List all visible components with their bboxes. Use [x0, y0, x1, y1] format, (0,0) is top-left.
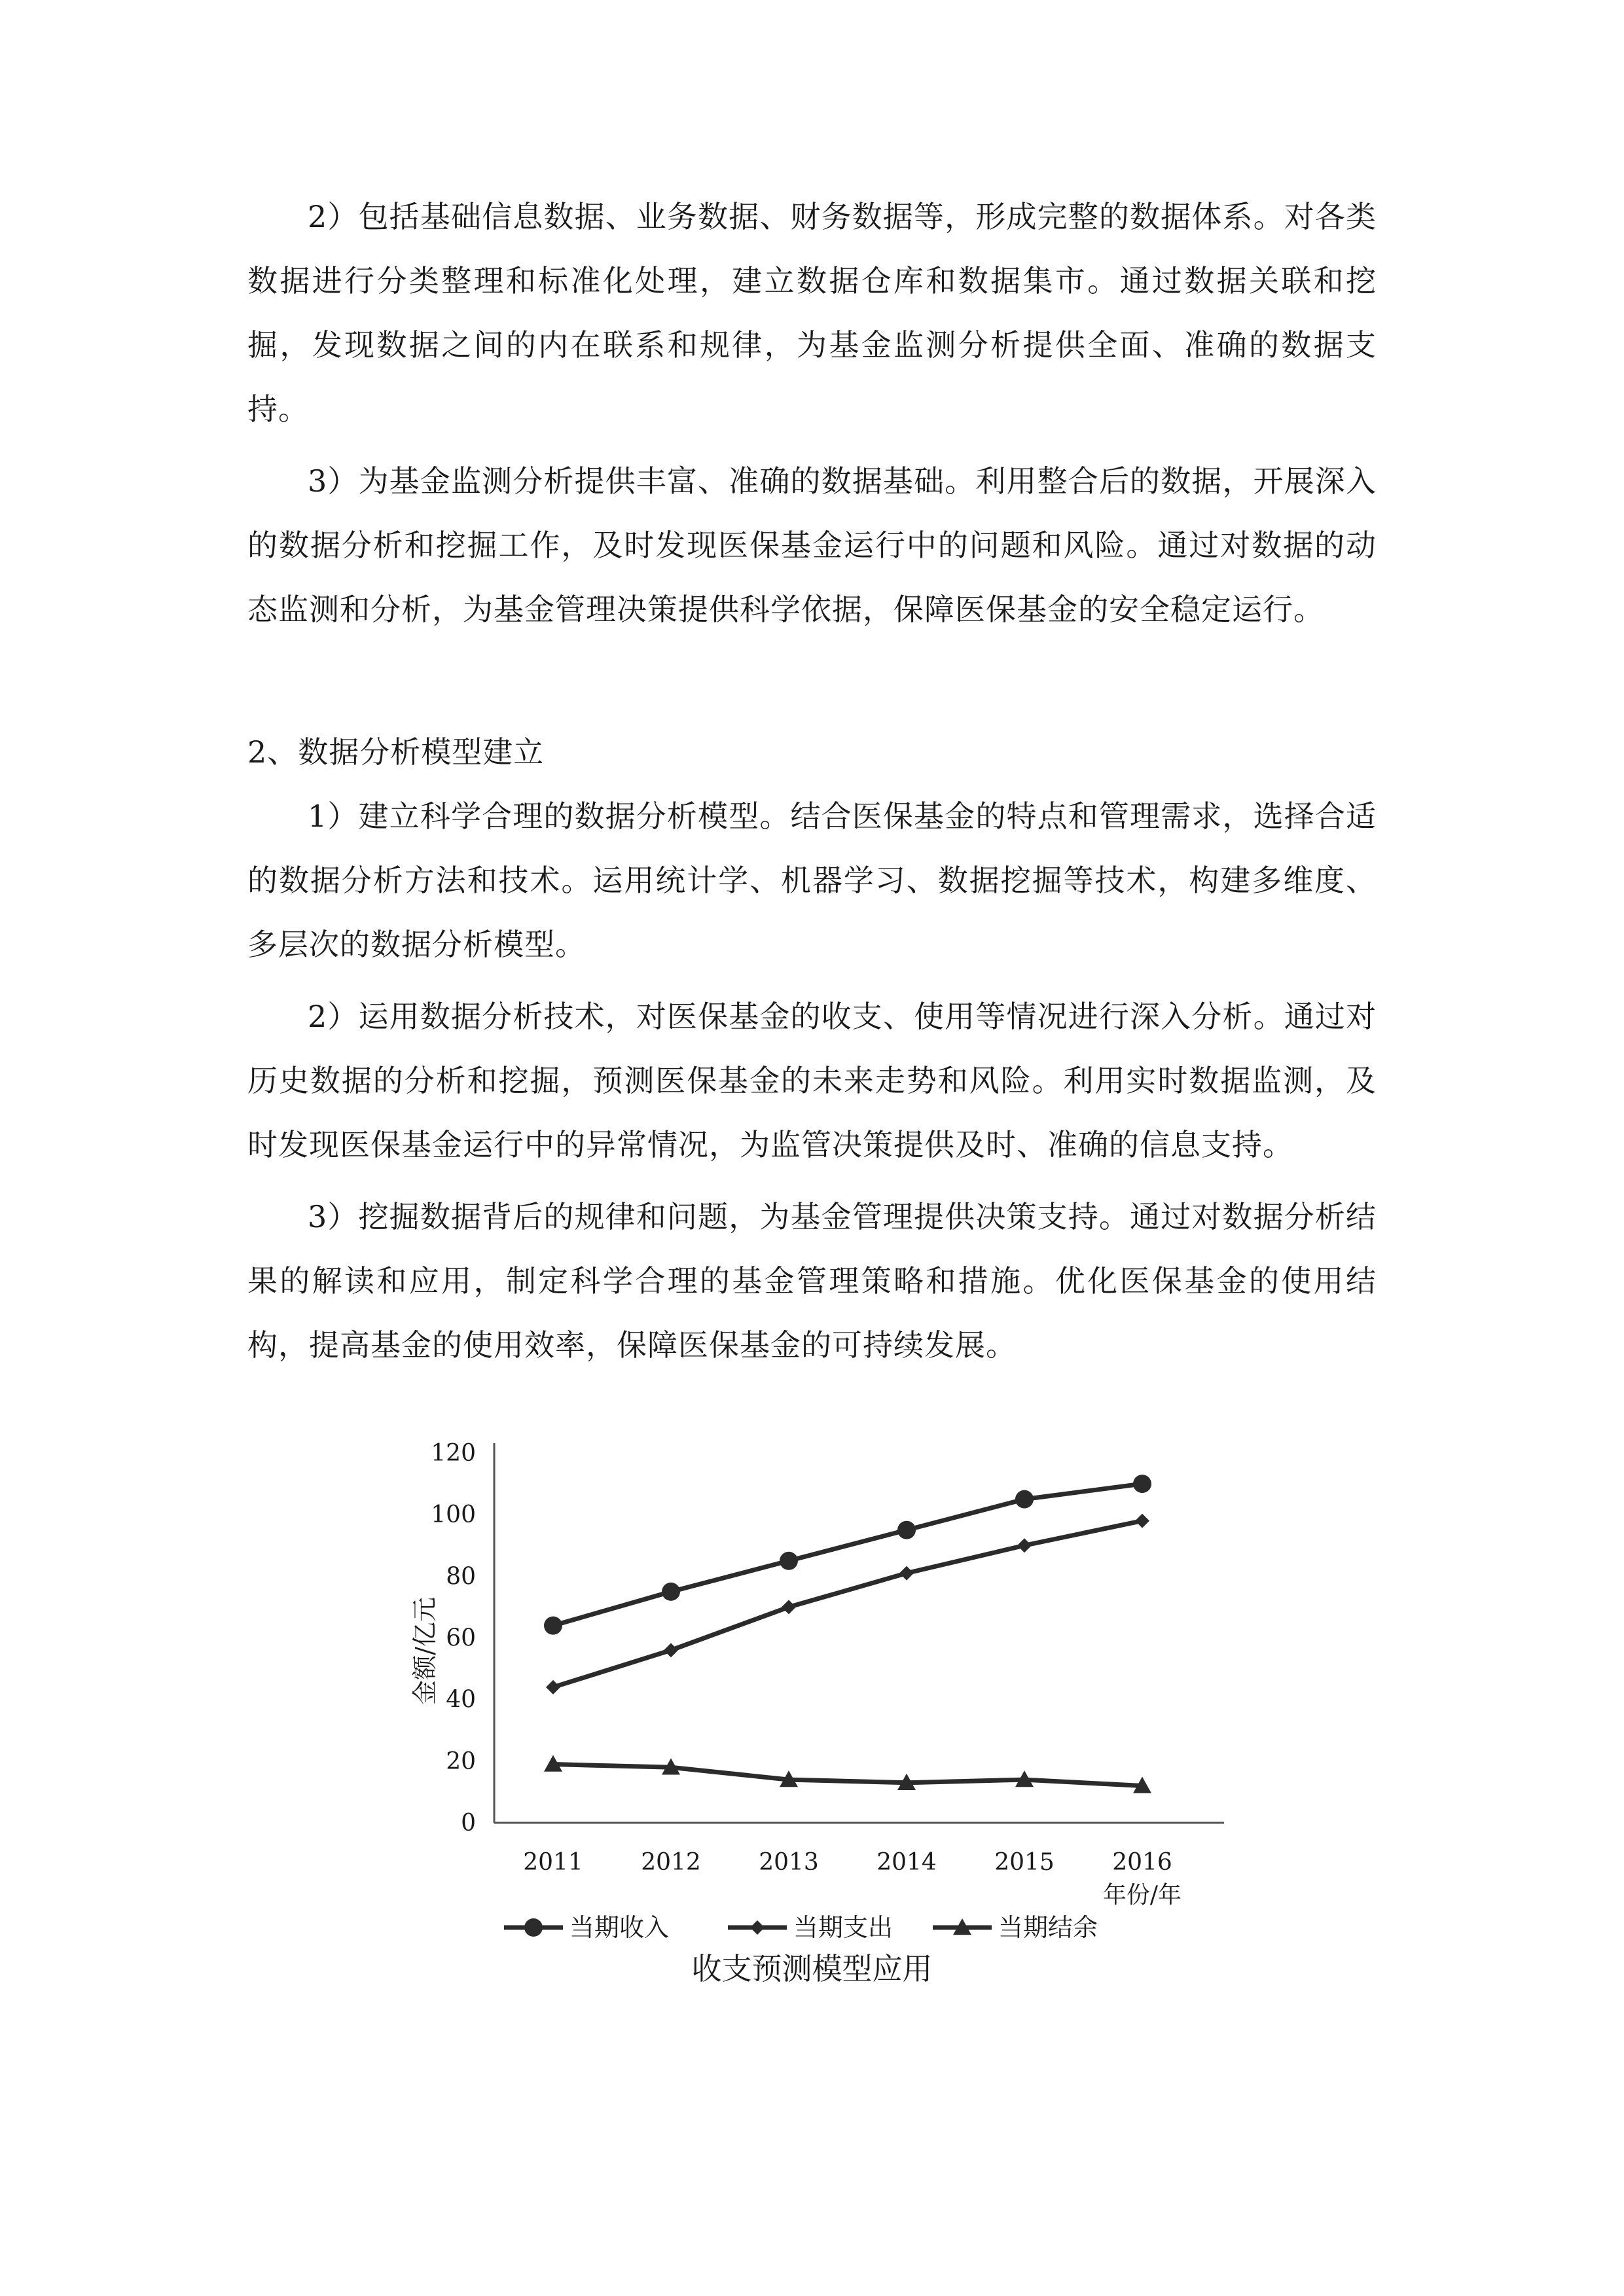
- data-point: [780, 1552, 798, 1570]
- data-point: [899, 1566, 914, 1581]
- data-point: [782, 1600, 796, 1614]
- series-line: [553, 1484, 1142, 1626]
- data-point: [897, 1521, 916, 1539]
- series-line: [553, 1765, 1142, 1786]
- y-tick-label: 120: [431, 1440, 476, 1467]
- legend-label: 当期收入: [569, 1913, 670, 1942]
- legend-label: 当期结余: [998, 1913, 1098, 1942]
- data-point: [1133, 1475, 1151, 1493]
- series-3: [544, 1755, 1151, 1793]
- x-tick-label: 2011: [523, 1849, 583, 1876]
- paragraph: 1）建立科学合理的数据分析模型。结合医保基金的特点和管理需求，选择合适的数据分析方法和技术。运用统计学、机器学习、数据挖掘等技术，构建多维度、多层次的数据分析模型。: [247, 798, 1377, 962]
- paragraph: 3）挖掘数据背后的规律和问题，为基金管理提供决策支持。通过对数据分析结果的解读和应用，制定科学合理的基金管理策略和措施。优化医保基金的使用结构，提高基金的使用效率，保障医保基金的可持续发展。: [247, 1199, 1377, 1363]
- body-text-bottom: [247, 720, 1377, 1385]
- paragraph: 2）包括基础信息数据、业务数据、财务数据等，形成完整的数据体系。对各类数据进行分类整理和标准化处理，建立数据仓库和数据集市。通过数据关联和挖掘，发现数据之间的内在联系和规律，为基金监测分析提供全面、准确的数据支持。: [247, 199, 1377, 427]
- legend-item: [933, 1913, 1098, 1942]
- y-tick-label: 0: [461, 1810, 476, 1837]
- data-point: [1015, 1490, 1034, 1509]
- x-tick-label: 2012: [641, 1849, 701, 1876]
- legend-marker: [750, 1920, 765, 1935]
- series-1: [544, 1475, 1151, 1635]
- section-heading: 2、数据分析模型建立: [247, 734, 545, 770]
- x-axis-label: 年份/年: [1102, 1882, 1182, 1909]
- data-point: [544, 1617, 562, 1635]
- paragraph: 2）运用数据分析技术，对医保基金的收支、使用等情况进行深入分析。通过对历史数据的分析和挖掘，预测医保基金的未来走势和风险。利用实时数据监测，及时发现医保基金运行中的异常情况，为监管决策提供及时、准确的信息支持。: [247, 999, 1377, 1162]
- x-tick-label: 2014: [876, 1849, 937, 1876]
- data-point: [546, 1680, 560, 1695]
- figure-caption: 收支预测模型应用: [691, 1951, 933, 1986]
- y-tick-label: 100: [431, 1501, 476, 1529]
- y-tick-label: 20: [446, 1748, 476, 1775]
- x-tick-label: 2015: [994, 1849, 1055, 1876]
- data-point: [1135, 1514, 1149, 1528]
- y-tick-label: 40: [446, 1686, 476, 1713]
- legend-marker: [524, 1918, 543, 1937]
- paragraph: 3）为基金监测分析提供丰富、准确的数据基础。利用整合后的数据，开展深入的数据分析和挖掘工作，及时发现医保基金运行中的问题和风险。通过对数据的动态监测和分析，为基金管理决策提供科学依据，保障医保基金的安全稳定运行。: [247, 463, 1377, 627]
- series-2: [546, 1514, 1149, 1695]
- y-axis-label: 金额/亿元: [410, 1597, 439, 1705]
- legend-item: [504, 1913, 669, 1942]
- x-tick-label: 2013: [759, 1849, 819, 1876]
- y-tick-label: 60: [446, 1624, 476, 1652]
- legend-label: 当期支出: [793, 1913, 893, 1942]
- body-text-top: [247, 185, 1377, 649]
- line-chart: [393, 1417, 1309, 1993]
- legend-item: [728, 1913, 893, 1942]
- data-point: [1017, 1538, 1032, 1552]
- data-point: [664, 1643, 678, 1657]
- data-point: [662, 1583, 680, 1601]
- y-tick-label: 80: [446, 1563, 476, 1590]
- x-tick-label: 2016: [1112, 1849, 1172, 1876]
- chart-figure: [393, 1417, 1309, 1993]
